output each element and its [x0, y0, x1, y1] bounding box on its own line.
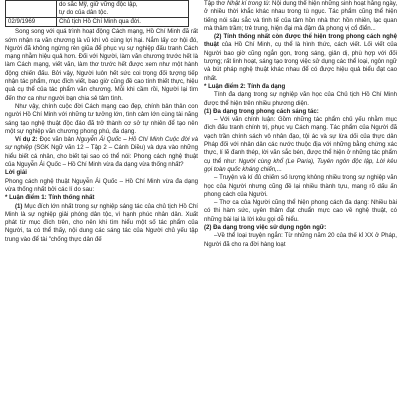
table-cell-date [6, 1, 57, 18]
paragraph: Như vậy, chính cuộc đời Cách mạng cao đẹp, chính bản thân con người Hồ Chí Minh với những tư tưởng lớn, tình cảm lớn cùng tài năng sáng tạo nghệ thuật độc đáo đã trở thành cơ sở tự nhiên để tạo nên một sự nghiệp văn chương phong phú, đa dạng. [5, 102, 198, 135]
timeline-table [5, 0, 189, 27]
paragraph [5, 203, 198, 244]
table-row [6, 1, 189, 18]
table-cell-event: Chủ tịch Hồ Chí Minh qua đời. [57, 18, 189, 27]
paragraph [204, 116, 397, 174]
event-line: tự do của dân tộc. [59, 9, 109, 17]
text-span: – Với văn chính luận: Gồm những tác phẩm chủ yếu nhằm mục đích đấu tranh chính trị, phục vụ Cách mạng. Tác phẩm của Người đã vạch trần chính sách vô nhân đạo, tội ác và sự lừa dối của thực dân Pháp đối với nhân dân các nước thuộc địa với những bằng chứng xác thực, lí lẽ đanh thép, lời văn sắc bén, được thể hiện ở những tác phẩm cụ thể như: [204, 116, 397, 165]
left-column [5, 0, 198, 244]
paragraph [204, 0, 397, 33]
paragraph: – Truyện và kí đủ chiếm số lượng không nhiều trong sự nghiệp văn học của Người nhưng cũng đề lại nhiều thành tựu, mang rõ dấu ấn phong cách của Người. [204, 174, 397, 198]
example-work-title: Nguyễn Ái Quốc – Hồ Chí Minh Cuộc đời và sự nghiệp [5, 136, 198, 152]
example-label: Ví dụ 2: [15, 136, 38, 144]
table-cell-event [57, 1, 189, 18]
solution-heading: Lời giải [5, 169, 27, 177]
work-titles: Người cùng khổ (Le Paria), Tuyên ngôn độc lập, Lời kêu gọi toàn quốc kháng chiến,... [204, 157, 397, 173]
right-column [204, 0, 397, 249]
item-heading: (2) Tính thống nhất còn được thể hiện trong phong cách nghệ thuật [204, 33, 397, 49]
text-span: của Hồ Chí Minh, cụ thể là hình thức, cách viết. Lối viết của Người bao giờ cũng ngắn gọn, trong sáng, giản dị, phù hợp với đối tượng; rất linh hoạt, sáng tạo trong việc sử dụng các thể loại, ngôn ngữ và bút pháp nghệ thuật khác nhau để có được hiệu quả biểu đạt cao nhất. [204, 41, 397, 82]
example-question: (SGK Ngữ văn 12 – Tập 2 – Cánh Diều) và dựa vào những hiểu biết cá nhân, cho biết tại sao có thể nói: Phong cách nghệ thuật của Nguyễn Ái Quốc – Hồ Chí Minh vừa đa dạng vừa thống nhất? [5, 144, 199, 169]
table-cell-date: 02/9/1969 [6, 18, 57, 27]
sub-heading: (1) Đa dạng trong phong cách sáng tác: [204, 107, 319, 115]
example-paragraph [5, 136, 198, 169]
paragraph: – Thơ ca của Người cũng thể hiện phong cách đa dạng: Nhiều bài có thi hàm sức, uyên thâm đạt chuẩn mực cao về nghệ thuật, có những bài lại là lời kêu gọi dễ hiểu. [204, 199, 397, 223]
point-heading: * Luận điểm 1: Tính thống nhất [5, 194, 95, 202]
paragraph: –Về thể loại truyện ngắn: Từ những năm 20 của thế kỉ XX ở Pháp, Người đã cho ra đời hàng loạt [204, 232, 397, 248]
paragraph [204, 33, 397, 83]
text-span: : Nội dung thể hiện những sinh hoạt hằng ngày, ở nhiều thời khắc khác nhau trong tù ngục. Tác phẩm cũng thể hiện tiếng nói sâu sắc và tình tế của tâm hồn nhà thơ: hồn nhiên, lạc quan mà thâm trầm; trẻ trung, hiện đại mà đậm đà phong vị cổ điển... [204, 0, 398, 32]
event-line: do sắc Mỹ, giữ vững độc lập, [59, 1, 138, 8]
sub-heading: (2) Đa dạng trong việc sử dụng ngôn ngữ: [204, 224, 327, 232]
item-number: (1) [15, 202, 23, 210]
table-row [6, 18, 189, 27]
paragraph: Tính đa dạng trong sự nghiệp văn học của Chủ tịch Hồ Chí Minh được thể hiện trên nhiều phương diện. [204, 91, 397, 107]
text-span: Tập thơ [204, 0, 227, 7]
point-heading: * Luận điểm 2: Tính đa dạng [204, 82, 286, 90]
example-text: Đọc văn bản [37, 136, 77, 144]
paragraph: Song song với quá trình hoạt động Cách mạng, Hồ Chí Minh đã rất sớm nhận ra văn chương là vũ khí vô cùng lợi hại. Nắm lấy cơ hội đó, Người đã không ngừng rèn giũa để phục vụ sự nghiệp đấu tranh Cách mạng nhằm hiệu quả hơn. Đối với Người, làm văn chương trước hết là làm Cách mạng, viết văn, làm thơ trước hết được xem như một hành động chiến đấu. Bởi vậy, Người luôn hết sức coi trọng đối tượng tiếp nhận tác phẩm, mục đích viết, bao giờ cũng đề cao tính thiết thực, hiệu quả cụ thể của tác phẩm văn chương. Mỗi khi cầm rồi, Người lại tìm đến thơ ca như người bạn chia sẻ tâm tình. [5, 28, 198, 102]
paragraph: Phong cách nghệ thuật Nguyễn Ái Quốc – Hồ Chí Minh vừa đa dạng vừa thống nhất bởi các lí do sau: [5, 177, 198, 193]
work-title: Nhật kí trong tù [226, 0, 269, 7]
item-text: Mục đích lớn nhất trong sự nghiệp sáng tác của chủ tịch Hồ Chí Minh là sự nghiệp giải phóng dân tộc, vì hạnh phúc nhân dân. Xuất phát từ mục đích trên, cho nên khi tìm hiểu một số tác phẩm của Người, ta có thể thấy, nội dung các sáng tác của Người chủ yếu tập trung vào để tài "chống thực dân đế [5, 202, 198, 243]
